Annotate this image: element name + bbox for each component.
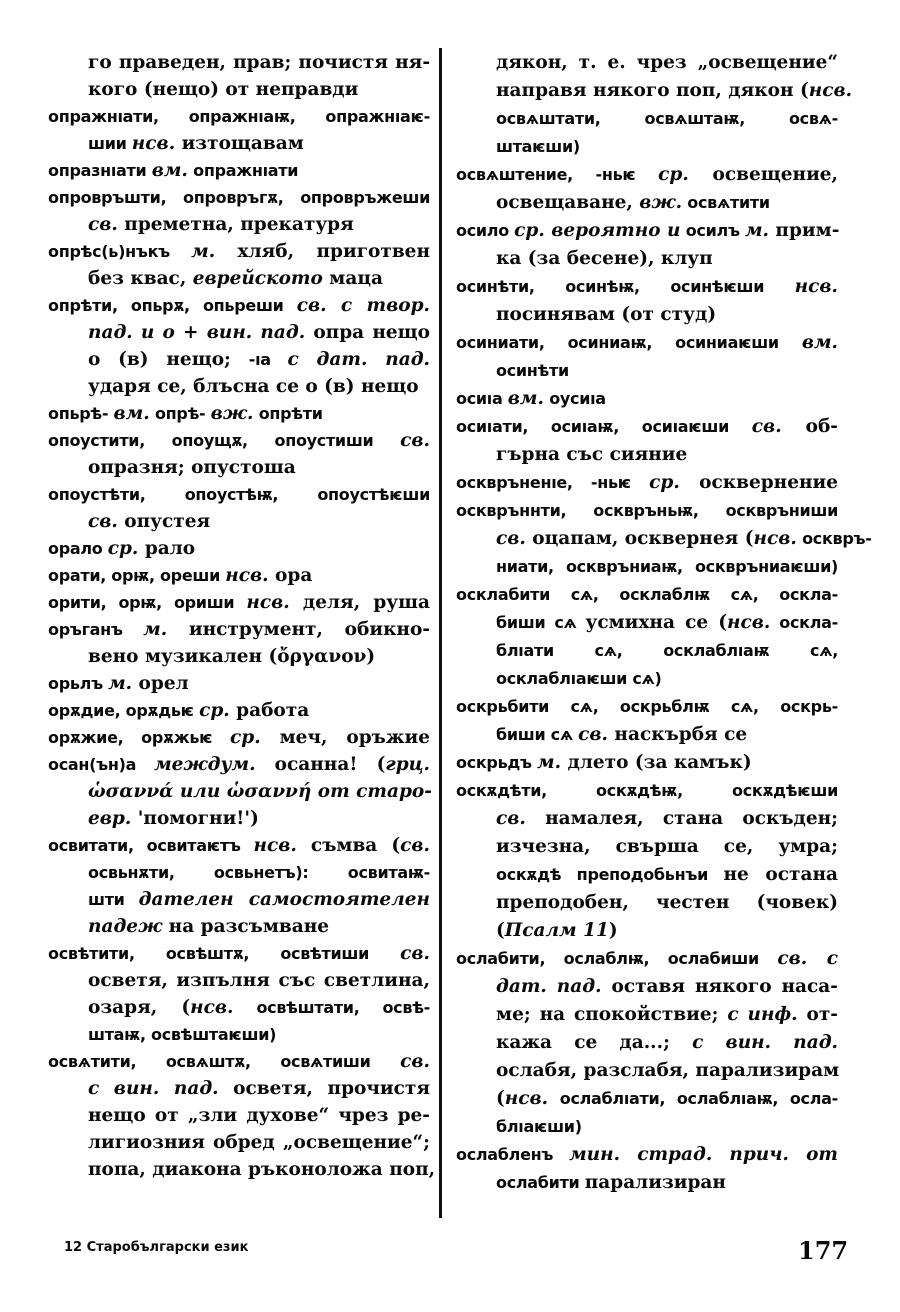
headword-text: опрѣти, опьрѫ, опьреши xyxy=(48,296,297,315)
entry-continuation-line xyxy=(496,554,838,580)
entry-continuation-line xyxy=(496,302,838,328)
entry-continuation-line xyxy=(496,834,838,860)
gloss-text: преметна, прекатуря xyxy=(117,214,354,235)
gloss-text: рало xyxy=(138,538,196,559)
footer-signature: 12 Старобългарски език xyxy=(64,1240,249,1255)
gloss-text: намалея, стана оскъден; xyxy=(525,808,838,829)
headword-text: осило xyxy=(456,221,515,240)
grammar-label: нсв. xyxy=(794,276,838,297)
entry-headword-line xyxy=(456,162,838,188)
gloss-text: на разсъмване xyxy=(162,916,330,937)
entry-continuation-line xyxy=(496,1058,838,1084)
entry-continuation-line xyxy=(496,442,838,468)
entry-headword-line xyxy=(48,428,430,454)
headword-text: опровръшти, опровръгѫ, опровръжеши xyxy=(48,188,430,207)
grammar-label: вж. xyxy=(639,192,683,213)
entry-continuation-line xyxy=(88,1157,436,1183)
grammar-label: с инф. xyxy=(727,1004,798,1025)
gloss-text: посинявам (от студ) xyxy=(496,304,717,325)
entry-continuation-line xyxy=(88,887,430,913)
entry-headword-line xyxy=(456,778,838,804)
grammar-label: Псалм 11 xyxy=(504,920,609,941)
grammar-label: св. с xyxy=(777,948,839,969)
entry-continuation-line xyxy=(88,1130,430,1156)
gloss-text: ) xyxy=(608,920,618,941)
grammar-label: вм. xyxy=(507,388,544,409)
headword-text: штаѭ, освѣштаѥши) xyxy=(88,1025,277,1044)
entry-headword-line xyxy=(48,941,430,967)
entry-headword-line xyxy=(456,386,838,412)
entry-continuation-line xyxy=(88,131,430,157)
gloss-text: от- xyxy=(797,1004,838,1025)
entry-headword-line xyxy=(456,218,838,244)
grammar-label: с вин. пад. xyxy=(88,1078,219,1099)
gloss-text: маца xyxy=(322,268,383,289)
grammar-label: нсв. xyxy=(727,612,771,633)
headword-text: осинѣти, осинѣѭ, осинѣѥши xyxy=(456,277,795,296)
headword-text: -ıа xyxy=(248,350,288,369)
entry-headword-line xyxy=(456,1142,838,1168)
entry-continuation-line xyxy=(496,610,838,636)
entry-continuation-line xyxy=(496,134,838,160)
gloss-text: ослабя, разслабя, парализирам xyxy=(496,1060,840,1081)
entry-headword-line xyxy=(48,590,430,616)
gloss-text: наскърбя се xyxy=(607,724,748,745)
grammar-label: св. xyxy=(496,808,526,829)
gloss-text: изчезна, свърша се, умра; xyxy=(496,836,838,857)
grammar-label: дателен самостоятелен xyxy=(138,889,430,910)
gloss-text: осветя, изпълня със светлина, xyxy=(88,970,430,991)
headword-text: оусиıа xyxy=(543,389,606,408)
gloss-text: осветя, прочистя xyxy=(218,1078,431,1099)
page-number: 177 xyxy=(798,1236,849,1265)
headword-text: опражнıати, опражнıаѭ, опражнıаѥ- xyxy=(48,107,430,126)
headword-text: осклабити сѧ, осклаблѭ сѧ, оскла- xyxy=(456,585,838,604)
entry-continuation-line xyxy=(496,1030,838,1056)
gloss-text: не остана xyxy=(723,864,838,885)
entry-continuation-line xyxy=(496,1114,838,1140)
headword-text: ослабити, ослаблѭ, ослабиши xyxy=(456,949,778,968)
grammar-label: ср. вероятно и xyxy=(514,220,681,241)
headword-text: орало xyxy=(48,539,108,558)
gloss-text: деля, руша xyxy=(289,592,431,613)
entry-continuation-line xyxy=(496,862,838,888)
gloss-text: ударя се, блъсна се о (в) нещо xyxy=(88,376,419,397)
gloss-text: ме; на спокойствие; xyxy=(496,1004,728,1025)
headword-text: орьлъ xyxy=(48,674,109,693)
entry-continuation-line xyxy=(496,806,838,832)
entry-headword-line xyxy=(48,536,430,562)
entry-headword-line xyxy=(48,563,430,589)
entry-continuation-line xyxy=(496,246,838,272)
gloss-text: меч, оръжие xyxy=(260,727,430,748)
entry-continuation-line xyxy=(496,1170,838,1196)
headword-text: осиıати, осиıаѭ, осиıаѥши xyxy=(456,417,752,436)
headword-text: освитати, освитаѥтъ xyxy=(48,836,254,855)
gloss-text: нещо от „зли духове“ чрез ре- xyxy=(88,1105,430,1126)
headword-text: осиниати, осиниаѭ, осиниаѥши xyxy=(456,333,802,352)
gloss-text: прим- xyxy=(768,220,840,241)
gloss-text: усмихна се ( xyxy=(585,612,727,633)
entry-continuation-line xyxy=(496,106,838,132)
entry-headword-line xyxy=(456,470,838,496)
entry-continuation-line xyxy=(496,50,838,76)
headword-text: ослаблıати, ослаблıаѭ, осла- xyxy=(548,1089,838,1108)
headword-text: опражнıати xyxy=(187,161,299,180)
headword-text: опоустѣти, опоустѣѭ, опоустѣѥши xyxy=(48,485,430,504)
entry-continuation-line xyxy=(88,77,430,103)
grammar-label: м. xyxy=(143,619,168,640)
entry-continuation-line xyxy=(88,1103,430,1129)
grammar-label: еврейското xyxy=(192,268,323,289)
headword-text: орати, орѭ, ореши xyxy=(48,566,226,585)
gloss-text: без квас, xyxy=(88,268,193,289)
grammar-label: м. xyxy=(537,752,562,773)
grammar-label: ср. xyxy=(199,700,230,721)
entry-continuation-line xyxy=(496,78,853,104)
grammar-label: нсв. xyxy=(253,835,297,856)
headword-text: опрѣти xyxy=(253,404,323,423)
headword-text: орѫжие, орѫжьѥ xyxy=(48,728,231,747)
entry-headword-line xyxy=(48,104,430,130)
grammar-label: нсв. xyxy=(131,133,176,154)
entry-continuation-line xyxy=(88,806,430,832)
gloss-text: лигиозния обред „освещение“; xyxy=(88,1132,430,1153)
headword-text: оскѫдѣти, оскѫдѣѭ, оскѫдѣѥши xyxy=(456,781,838,800)
headword-text: оскла- xyxy=(770,613,838,632)
grammar-label: вж. xyxy=(210,403,254,424)
gloss-text: съмва ( xyxy=(296,835,401,856)
gloss-text: кажа се да...; xyxy=(496,1032,693,1053)
entry-continuation-line xyxy=(88,914,430,940)
gloss-text: 'помогни!') xyxy=(131,808,259,829)
gloss-text: дякон, т. е. чрез „освещение“ xyxy=(496,52,838,73)
headword-text: осилъ xyxy=(680,221,745,240)
gloss-text: опра нещо xyxy=(305,322,430,343)
grammar-label: нсв. xyxy=(753,528,797,549)
gloss-text: ора xyxy=(268,565,313,586)
entry-continuation-line xyxy=(88,995,430,1021)
headword-text: оскѫдѣ преподобьнъи xyxy=(496,865,724,884)
grammar-label: св. xyxy=(496,528,526,549)
headword-text: осан(ън)а xyxy=(48,755,155,774)
entry-continuation-line xyxy=(88,320,430,346)
entry-headword-line xyxy=(48,401,430,427)
column-divider xyxy=(439,48,442,1218)
grammar-label: нсв. xyxy=(504,1088,549,1109)
gloss-text: попа, диакона ръконоложа поп, xyxy=(88,1159,436,1180)
headword-text: опрѣ- xyxy=(149,404,211,423)
gloss-text: ( xyxy=(496,920,505,941)
grammar-label: св. xyxy=(400,835,430,856)
headword-text: опьрѣ- xyxy=(48,404,114,423)
gloss-text: длето (за камък) xyxy=(561,752,752,773)
grammar-label: с дат. пад. xyxy=(287,349,430,370)
grammar-label: ср. xyxy=(658,164,689,185)
entry-headword-line xyxy=(48,1049,430,1075)
headword-text: ослабленъ xyxy=(456,1145,570,1164)
headword-text: осинѣти xyxy=(496,361,569,380)
headword-text: оскрьдъ xyxy=(456,753,538,772)
grammar-label: св. xyxy=(751,416,782,437)
entry-headword-line xyxy=(456,750,838,776)
headword-text: орити, орѭ, ориши xyxy=(48,593,247,612)
entry-continuation-line xyxy=(496,918,838,944)
entry-continuation-line xyxy=(88,455,430,481)
gloss-text: орел xyxy=(132,673,189,694)
grammar-label: мин. страд. прич. от xyxy=(569,1144,838,1165)
entry-continuation-line xyxy=(88,212,430,238)
gloss-text: направя някого поп, дякон ( xyxy=(496,80,809,101)
grammar-label: св. xyxy=(88,511,118,532)
headword-text: ниати, осквръниаѭ, осквръниаѥши) xyxy=(496,557,838,576)
entry-headword-line xyxy=(48,239,430,265)
gloss-text: опразня; опустоша xyxy=(88,457,296,478)
gloss-text: освещаване, xyxy=(496,192,640,213)
entry-headword-line xyxy=(48,833,430,859)
grammar-label: падеж xyxy=(88,916,163,937)
headword-text: биши сѧ xyxy=(496,725,579,744)
headword-text: оръганъ xyxy=(48,620,144,639)
headword-text: освѧтити xyxy=(682,193,770,212)
entry-continuation-line xyxy=(496,190,838,216)
gloss-text: осанна! ( xyxy=(255,754,386,775)
entry-continuation-line xyxy=(496,1002,838,1028)
entry-headword-line xyxy=(456,330,838,356)
entry-headword-line xyxy=(48,671,430,697)
entry-continuation-line xyxy=(496,526,872,552)
grammar-label: пад. и о + вин. пад. xyxy=(88,322,306,343)
entry-continuation-line xyxy=(88,374,430,400)
gloss-text: осквернение xyxy=(679,472,839,493)
grammar-label: м. xyxy=(191,241,216,262)
headword-text: блıати сѧ, осклаблıаѭ сѧ, xyxy=(496,641,838,660)
headword-text: освѧштение, -ньѥ xyxy=(456,165,659,184)
grammar-label: с вин. пад. xyxy=(692,1032,839,1053)
grammar-label: евр. xyxy=(88,808,132,829)
headword-text: освѧтити, освѧштѫ, освѧтиши xyxy=(48,1052,401,1071)
headword-text: осквръненıе, -ньѥ xyxy=(456,473,650,492)
headword-text: штаѥши) xyxy=(496,137,580,156)
grammar-label: нсв. xyxy=(246,592,290,613)
grammar-label: м. xyxy=(744,220,769,241)
entry-continuation-line xyxy=(88,266,430,292)
grammar-label: св. xyxy=(400,943,430,964)
gloss-text: опустея xyxy=(117,511,211,532)
entry-continuation-line xyxy=(88,1076,430,1102)
entry-continuation-line xyxy=(88,779,430,805)
grammar-label: междум. xyxy=(154,754,256,775)
grammar-label: св. xyxy=(88,214,118,235)
entry-headword-line xyxy=(48,185,430,211)
headword-text: осквръннти, осквръньѭ, осквръниши xyxy=(456,501,838,520)
headword-text: освьнѫти, освьнетъ): освитаѭ- xyxy=(88,863,430,882)
gloss-text: вено музикален (ὄργανον) xyxy=(88,646,376,667)
gloss-text: кого (нещо) от неправди xyxy=(88,79,359,100)
gloss-text: го праведен, прав; почистя ня- xyxy=(88,52,430,73)
grammar-label: ср. xyxy=(230,727,261,748)
gloss-text: освещение, xyxy=(688,164,838,185)
entry-continuation-line xyxy=(496,666,838,692)
gloss-text: ( xyxy=(496,1088,505,1109)
entry-continuation-line xyxy=(88,509,430,535)
gloss-text: ка (за бесене), клуп xyxy=(496,248,713,269)
grammar-label: нсв. xyxy=(225,565,269,586)
entry-headword-line xyxy=(48,752,430,778)
entry-headword-line xyxy=(48,482,430,508)
grammar-label: ср. xyxy=(649,472,680,493)
gloss-text: работа xyxy=(229,700,310,721)
entry-continuation-line xyxy=(496,638,838,664)
headword-text: осквръ- xyxy=(796,529,872,548)
entry-continuation-line xyxy=(88,1022,430,1048)
grammar-label: св. xyxy=(578,724,608,745)
headword-text: биши сѧ xyxy=(496,613,586,632)
headword-text: освѣтити, освѣштѫ, освѣтиши xyxy=(48,944,401,963)
entry-headword-line xyxy=(48,617,430,643)
gloss-text: о (в) нещо; xyxy=(88,349,249,370)
grammar-label: дат. пад. xyxy=(496,976,602,997)
headword-text: орѫдие, орѫдьѥ xyxy=(48,701,200,720)
gloss-text: хляб, приготвен xyxy=(215,241,430,262)
entry-headword-line xyxy=(48,158,430,184)
headword-text: осклаблıаѥши сѧ) xyxy=(496,669,662,688)
grammar-label: св. с твор. xyxy=(296,295,430,316)
grammar-label: нсв. xyxy=(808,80,853,101)
gloss-text: гърна със сияние xyxy=(496,444,688,465)
entry-headword-line xyxy=(456,498,838,524)
entry-headword-line xyxy=(48,698,430,724)
entry-continuation-line xyxy=(496,1086,838,1112)
gloss-text: озаря, ( xyxy=(88,997,191,1018)
grammar-label: вм. xyxy=(801,332,838,353)
grammar-label: вм. xyxy=(113,403,150,424)
gloss-text: оставя някого наса- xyxy=(601,976,838,997)
grammar-label: ср. xyxy=(107,538,139,559)
headword-text: осиıа xyxy=(456,389,508,408)
headword-text: шии xyxy=(88,134,132,153)
entry-continuation-line xyxy=(88,968,430,994)
entry-continuation-line xyxy=(496,974,838,1000)
grammar-label: вм. xyxy=(151,160,188,181)
entry-headword-line xyxy=(456,274,838,300)
headword-text: оскрьбити сѧ, оскрьблѭ сѧ, оскрь- xyxy=(456,697,838,716)
gloss-text: парализиран xyxy=(584,1172,726,1193)
gloss-text: преподобен, честен (човек) xyxy=(496,892,838,913)
entry-continuation-line xyxy=(88,347,430,373)
entry-continuation-line xyxy=(88,50,430,76)
gloss-text: инструмент, обикно- xyxy=(167,619,430,640)
gloss-text: оцапам, осквернея ( xyxy=(525,528,754,549)
entry-headword-line xyxy=(456,414,838,440)
grammar-label: св. xyxy=(400,430,430,451)
headword-text: опразнıати xyxy=(48,161,152,180)
entry-headword-line xyxy=(48,293,430,319)
grammar-label: нсв. xyxy=(190,997,234,1018)
headword-text: освѧштати, освѧштаѭ, освѧ- xyxy=(496,109,838,128)
gloss-text: изтощавам xyxy=(175,133,304,154)
headword-text: освѣштати, освѣ- xyxy=(233,998,431,1017)
grammar-label: м. xyxy=(108,673,133,694)
entry-headword-line xyxy=(456,694,838,720)
entry-continuation-line xyxy=(496,358,838,384)
grammar-label: ὡσαννά или ὡσαννή от старо- xyxy=(88,781,432,802)
headword-text: шти xyxy=(88,890,139,909)
headword-text: ослабити xyxy=(496,1173,585,1192)
entry-headword-line xyxy=(48,725,430,751)
headword-text: блıаѥши) xyxy=(496,1117,582,1136)
gloss-text: об- xyxy=(781,416,838,437)
entry-headword-line xyxy=(456,946,838,972)
entry-continuation-line xyxy=(88,644,430,670)
entry-headword-line xyxy=(456,582,838,608)
grammar-label: св. xyxy=(400,1051,430,1072)
entry-continuation-line xyxy=(496,722,838,748)
entry-continuation-line xyxy=(88,860,430,886)
headword-text: опрѣс(ь)нъкъ xyxy=(48,242,192,261)
headword-text: опоустити, опоущѫ, опоустиши xyxy=(48,431,401,450)
grammar-label: грц. xyxy=(385,754,430,775)
entry-continuation-line xyxy=(496,890,838,916)
